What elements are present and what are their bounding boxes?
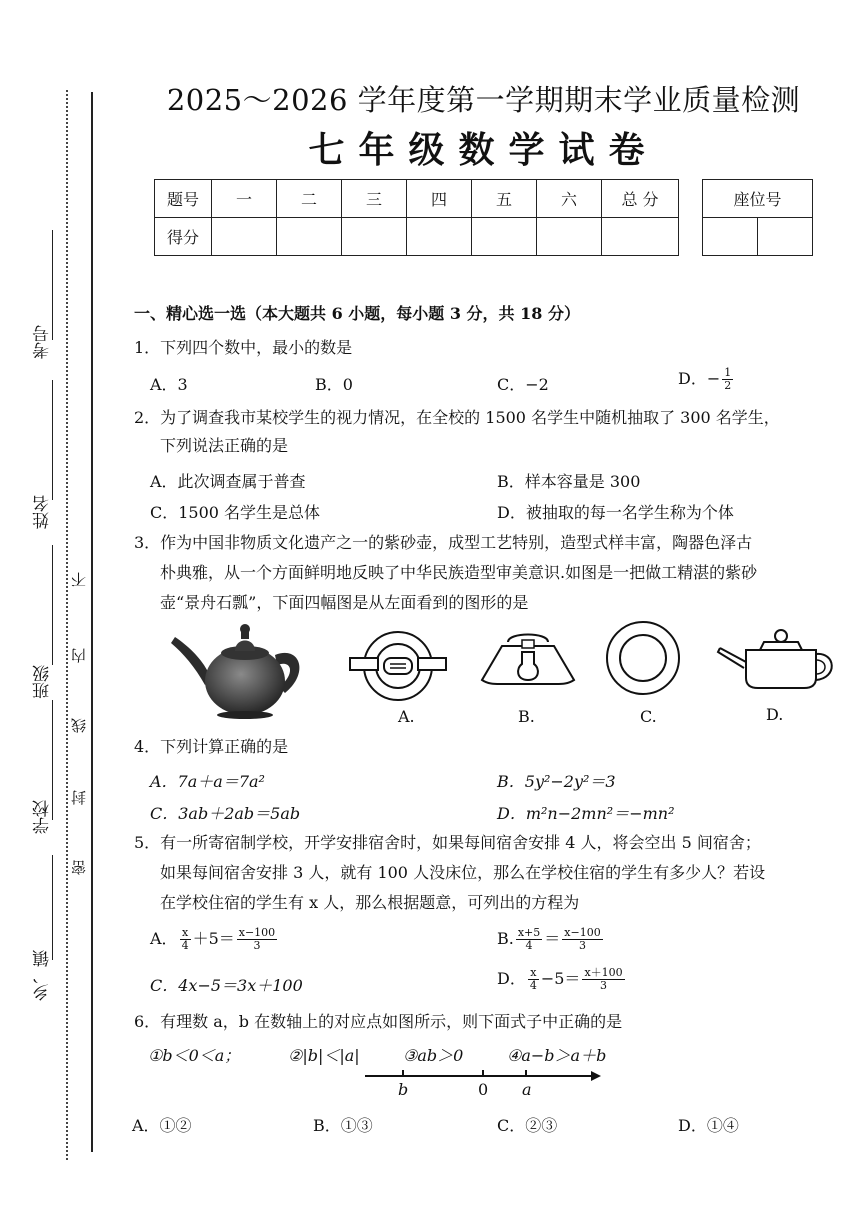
q6-option-c[interactable]: C．②③ [497, 1116, 558, 1135]
q4-option-c[interactable]: C．3ab＋2ab＝5ab [150, 804, 301, 823]
seat-cell[interactable] [758, 218, 813, 256]
binding-dotted-line [66, 90, 68, 1160]
score-cell[interactable] [472, 218, 537, 256]
q5-b-frac1 [516, 927, 542, 952]
score-header-cell: 二 [277, 180, 342, 218]
q6-stem: 6．有理数 a，b 在数轴上的对应点如图所示，则下面式子中正确的是 [134, 1012, 623, 1031]
sidebar-field-class: 班级 [33, 665, 53, 699]
score-row-label: 得分 [155, 218, 212, 256]
q3-figure-c[interactable] [603, 618, 683, 698]
score-header-cell: 一 [212, 180, 277, 218]
q5-option-b[interactable] [497, 926, 605, 952]
q3-figure-b[interactable] [478, 628, 578, 708]
frac-num: x+5 [517, 926, 541, 939]
teapot-photo [165, 615, 310, 720]
q1-stem: 1．下列四个数中，最小的数是 [134, 338, 353, 357]
score-header-cell: 总 分 [602, 180, 679, 218]
score-header-cell: 六 [537, 180, 602, 218]
score-cell[interactable] [602, 218, 679, 256]
score-cell[interactable] [407, 218, 472, 256]
q1-option-d-fraction [722, 367, 733, 392]
exam-number-blank[interactable] [52, 230, 53, 340]
q6-option-b[interactable]: B．①③ [313, 1116, 373, 1135]
q6-statement-2: ②|b|＜|a| [288, 1046, 360, 1065]
q5-stem-line3: 在学校住宿的学生有 x 人，那么根据题意，可列出的方程为 [160, 893, 580, 912]
q5-option-d[interactable] [497, 966, 627, 992]
frac-num: x＋100 [584, 966, 623, 979]
frac-num: x−100 [564, 926, 601, 939]
frac-num: x [180, 927, 191, 940]
q1-option-a[interactable]: A．3 [150, 375, 188, 394]
binding-solid-line [91, 92, 93, 1152]
q5-d-mid: −5＝ [540, 969, 581, 988]
q1-option-d[interactable] [678, 366, 735, 392]
q5-a-mid: ＋5＝ [192, 929, 235, 948]
q6-statement-3: ③ab＞0 [403, 1046, 464, 1065]
seat-table [702, 179, 813, 256]
exam-title-line2: 七年级数学试卷 [308, 129, 659, 171]
sidebar-field-school: 学校 [33, 800, 53, 834]
q4-option-d[interactable]: D．m²n−2mn²＝−mn² [497, 804, 675, 823]
q1-option-b[interactable]: B．0 [315, 375, 353, 394]
q5-stem-line2: 如果每间宿舍安排 3 人，就有 100 人没床位，那么在学校住宿的学生有多少人？若设 [160, 863, 766, 882]
score-header-cell: 五 [472, 180, 537, 218]
score-cell[interactable] [537, 218, 602, 256]
score-header-cell: 四 [407, 180, 472, 218]
sidebar-field-name: 姓名 [33, 495, 53, 529]
seal-char-xian: 线 [70, 718, 88, 733]
frac-den: 3 [600, 979, 608, 992]
q5-option-c[interactable]: C．4x−5＝3x＋100 [150, 976, 303, 995]
exam-title-line1: 2025～2026 学年度第一学期期末学业质量检测 [166, 83, 801, 117]
q5-a-frac2 [237, 927, 277, 952]
q3-label-d: D. [766, 705, 784, 724]
seat-label: 座位号 [703, 180, 813, 218]
q5-a-prefix: A． [150, 929, 178, 948]
axis-label-zero: 0 [478, 1080, 489, 1099]
q2-stem-line1: 2．为了调查我市某校学生的视力情况，在全校的 1500 名学生中随机抽取了 300 名学生， [134, 408, 780, 427]
seal-char-nei: 内 [70, 648, 88, 663]
score-cell[interactable] [212, 218, 277, 256]
frac-den: 3 [578, 939, 586, 952]
q5-d-frac2 [582, 967, 624, 992]
class-blank[interactable] [52, 545, 53, 665]
q5-b-prefix: B. [497, 929, 514, 948]
q3-stem-line3: 壶“景舟石瓢”，下面四幅图是从左面看到的图形的是 [160, 593, 529, 612]
score-header-cell: 题号 [155, 180, 212, 218]
axis-label-a: a [522, 1080, 532, 1099]
q5-option-a[interactable] [150, 926, 279, 952]
frac-den: 4 [525, 939, 533, 952]
frac-num: x−100 [238, 926, 276, 939]
q5-b-mid: ＝ [544, 929, 561, 948]
q5-a-frac1 [180, 927, 191, 952]
seal-char-bu: 不 [70, 572, 88, 587]
q4-option-a[interactable]: A．7a＋a＝7a² [150, 772, 265, 791]
q3-label-b: B. [518, 707, 535, 726]
seat-cell[interactable] [703, 218, 758, 256]
q3-label-c: C. [640, 707, 657, 726]
q2-stem-line2: 下列说法正确的是 [160, 436, 289, 455]
q6-option-a[interactable]: A．①② [132, 1116, 192, 1135]
seal-char-mi: 密 [70, 860, 88, 875]
q2-option-d[interactable]: D．被抽取的每一名学生称为个体 [497, 503, 734, 522]
score-table [154, 179, 679, 256]
q3-stem-line1: 3．作为中国非物质文化遗产之一的紫砂壶，成型工艺特别，造型式样丰富，陶器色泽古 [134, 533, 753, 552]
score-cell[interactable] [342, 218, 407, 256]
q5-d-prefix: D． [497, 969, 526, 988]
q3-figure-d[interactable] [716, 622, 841, 694]
q6-statement-1: ①b＜0＜a； [148, 1046, 241, 1065]
q3-label-a: A. [398, 707, 415, 726]
q5-b-frac2 [562, 927, 602, 952]
axis-label-b: b [398, 1080, 409, 1099]
q6-option-d[interactable]: D．①④ [678, 1116, 739, 1135]
sidebar-field-exam-number: 考号 [33, 325, 53, 359]
q1-option-c[interactable]: C．−2 [497, 375, 549, 394]
q1-option-d-prefix: D．− [678, 369, 721, 388]
school-blank[interactable] [52, 700, 53, 820]
q3-stem-line2: 朴典雅，从一个方面鲜明地反映了中华民族造型审美意识.如图是一把做工精湛的紫砂 [160, 563, 758, 582]
frac-num: 1 [724, 366, 732, 379]
q5-stem-line1: 5．有一所寄宿制学校，开学安排宿舍时，如果每间宿舍安排 4 人，将会空出 5 间宿舍； [134, 833, 761, 852]
frac-den: 4 [181, 939, 189, 952]
score-cell[interactable] [277, 218, 342, 256]
q2-option-a[interactable]: A．此次调查属于普查 [150, 472, 306, 491]
frac-den: 3 [253, 939, 261, 952]
q6-statement-4: ④a−b＞a＋b [507, 1046, 607, 1065]
seal-char-feng: 封 [70, 790, 88, 805]
q2-option-b[interactable]: B．样本容量是 300 [497, 472, 641, 491]
frac-den: 4 [529, 979, 537, 992]
sidebar-field-township: 乡、镇 [33, 950, 53, 1001]
q3-figure-a[interactable] [348, 628, 448, 708]
q4-option-b[interactable]: B．5y²−2y²＝3 [497, 772, 616, 791]
frac-den: 2 [724, 379, 732, 392]
score-header-cell: 三 [342, 180, 407, 218]
section1-heading: 一、精心选一选（本大题共 6 小题，每小题 3 分，共 18 分） [134, 304, 580, 323]
q2-option-c[interactable]: C．1500 名学生是总体 [150, 503, 321, 522]
name-blank[interactable] [52, 380, 53, 500]
township-blank[interactable] [52, 855, 53, 960]
q4-stem: 4．下列计算正确的是 [134, 737, 289, 756]
frac-num: x [528, 967, 539, 980]
q5-d-frac1 [528, 967, 539, 992]
